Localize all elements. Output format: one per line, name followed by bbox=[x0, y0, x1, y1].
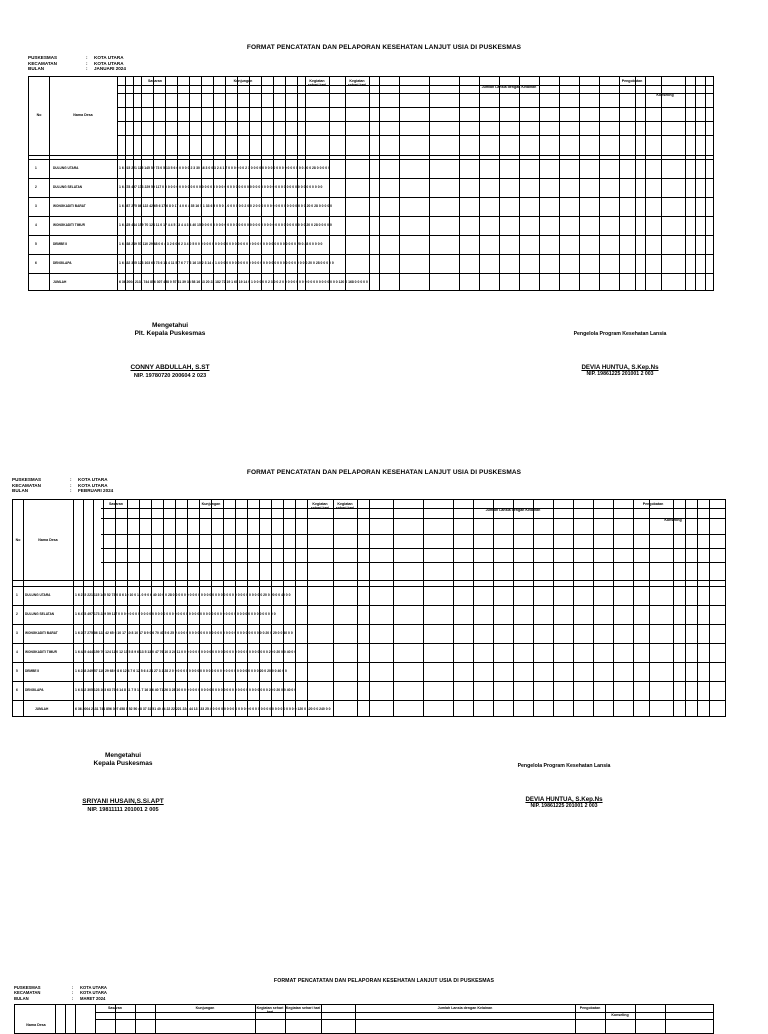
header-kegiatan-1: Kegiatan sehari hari bbox=[310, 502, 330, 511]
data-table bbox=[28, 76, 714, 291]
header-sasaran: Sasaran bbox=[148, 79, 162, 83]
row-number: 3 bbox=[35, 204, 37, 208]
row-total-values: 6 36 2004 2131 744 856 307 458 0 57 31 39 38 58 16 13 20 23 182 72 19 1 60 19 14 9 1 0 0 0 0 0 2 3 0 0 2 0 0 0 0 0 0 0 0 0 0 0 0 0 0 0 0 0 0 0 0 120 0 168 0 0 0 0 0 bbox=[119, 280, 368, 284]
row-values: 1 6 287 275 86 122 42 65 6 17 6 8 0 17 4 0 6 4 35 16 5 1 33 6 5 0 5 0 1 0 0 0 0 0 0 2 0 0 2 0 0 0 0 0 0 0 0 0 0 0 0 0 0 0 0 0 0 20 0 28 0 0 0 0 0 bbox=[119, 204, 333, 208]
header-jumlah-kelainan: Jumlah Lansia dengan Kelainan bbox=[481, 85, 537, 89]
report-meta: PUSKESMAS : KOTA UTARA KECAMATAN : KOTA UTARA BULAN : MARET 2024 bbox=[14, 985, 107, 1001]
nama-kiri: CONNY ABDULLAH, S.ST bbox=[130, 364, 210, 371]
nip-kiri: NIP. 19780720 200604 2 023 bbox=[133, 373, 207, 379]
header-kunjungan: Kunjungan bbox=[201, 502, 221, 506]
header-kegiatan-2: Kegiatan sehari hari bbox=[285, 1006, 321, 1010]
row-desa: DULUNG SELATAN bbox=[25, 612, 55, 616]
header-nama-desa: Nama Desa bbox=[73, 113, 93, 117]
report-title: FORMAT PENCATATAN DAN PELAPORAN KESEHATAN LANJUT USIA DI PUSKESMAS bbox=[246, 469, 522, 476]
nip-kiri: NIP. 19811111 201001 2 005 bbox=[87, 807, 159, 813]
row-desa: DENGILAPA bbox=[25, 688, 44, 692]
header-konseling: Konseling bbox=[656, 93, 674, 97]
row-number: 5 bbox=[35, 242, 37, 246]
signature-left bbox=[90, 322, 250, 380]
row-values: 1 6 332 305 123 103 63 73 6 14 8 11 7 5 11 7 16 3 6 40 71 26 3 28 10 0 0 0 0 0 0 0 0 0 0 0 0 0 0 0 0 0 0 0 0 0 0 0 0 0 0 0 0 0 0 0 20 0 20 0 0 40 0 0 bbox=[75, 688, 297, 692]
data-table bbox=[12, 499, 726, 717]
row-number: 2 bbox=[16, 612, 18, 616]
data-table bbox=[14, 1004, 714, 1034]
nip-kanan: NIP. 19861225 201001 2 003 bbox=[586, 371, 654, 377]
row-desa: DENGILAPA bbox=[53, 261, 72, 265]
row-number: 6 bbox=[16, 688, 18, 692]
jabatan-kanan: Pengelola Program Kesehatan Lansia bbox=[517, 763, 611, 769]
row-total-label: JUMLAH bbox=[53, 280, 67, 284]
header-pengobatan: Pengobatan bbox=[642, 502, 664, 506]
row-total-values: 6 36 2004 2131 744 856 307 458 0 52 50 48 37 31 51 40 44 22 22 221 224 44 13 133 25 4 0 0 0 0 0 0 0 0 0 0 0 0 0 0 0 0 0 0 0 0 0 0 0 0 0 0 0 0 0 0 120 0 120 0 0 240 0 0 bbox=[75, 707, 331, 711]
row-desa: WONGKADITI TIMUR bbox=[25, 650, 57, 654]
row-number: 4 bbox=[16, 650, 18, 654]
row-number: 1 bbox=[16, 593, 18, 597]
row-values: 1 6 238 249 57 110 29 68 0 8 6 12 4 7 6 12 5 6 4 24 27 3 1 28 2 0 0 0 0 0 0 0 0 0 0 0 0 0 0 0 0 0 0 0 0 0 0 0 0 0 0 0 0 0 0 0 20 0 20 0 0 40 0 0 bbox=[75, 669, 287, 673]
row-values: 1 6 478 497 173 229 59 117 0 0 0 0 0 0 0 0 0 0 0 0 0 0 0 0 0 0 0 0 0 0 0 0 0 0 0 0 0 0 0 0 0 0 0 0 0 0 0 0 0 0 0 0 0 0 0 0 0 0 0 0 0 0 0 0 0 bbox=[119, 185, 323, 189]
report-meta: PUSKESMAS : KOTA UTARA KECAMATAN : KOTA UTARA BULAN : JANUARI 2024 bbox=[28, 55, 126, 72]
header-nama-desa: Nama Desa bbox=[38, 538, 58, 542]
signature-left bbox=[48, 752, 198, 814]
header-kegiatan-1: Kegiatan sehari hari bbox=[256, 1006, 284, 1015]
header-kegiatan-2: Kegiatan sehari hari bbox=[347, 79, 367, 88]
header-kegiatan-2: Kegiatan sehari hari bbox=[335, 502, 355, 511]
row-desa: DULUNG UTARA bbox=[25, 593, 51, 597]
header-nama-desa: Nama Desa bbox=[26, 1023, 46, 1027]
jabatan-kanan: Pengelola Program Kesehatan Lansia bbox=[573, 331, 667, 337]
row-desa: WONGKADITI BARAT bbox=[25, 631, 58, 635]
row-values: 1 6 478 497 173 229 59 117 0 0 0 0 0 0 0 0 0 0 0 0 0 0 0 0 0 0 0 0 0 0 0 0 0 0 0 0 0 0 0 0 0 0 0 0 0 0 0 0 0 0 0 0 0 0 0 0 0 0 0 0 0 0 0 0 bbox=[75, 612, 276, 616]
row-values: 1 6 425 444 159 70 124 11 0 17 4 4 5 13 4 4 3 4 40 15 0 0 0 0 0 0 0 0 0 0 0 0 0 0 0 0 0 0 0 0 0 0 0 0 0 0 0 0 0 0 0 0 0 0 0 0 0 20 0 28 0 0 0 0 0 bbox=[119, 223, 332, 227]
jabatan-kiri: Kepala Puskesmas bbox=[93, 760, 153, 767]
row-number: 1 bbox=[35, 166, 37, 170]
nama-kiri: SRIYANI HUSAIN,S.Si.APT bbox=[82, 798, 164, 805]
header-pengobatan: Pengobatan bbox=[579, 1006, 601, 1010]
nama-kanan: DEVIA HUNTUA, S.Kep.Ns bbox=[581, 364, 659, 371]
nip-kanan: NIP. 19861225 201001 2 003 bbox=[530, 803, 598, 809]
mengetahui-label: Mengetahui bbox=[104, 752, 142, 759]
header-no: No bbox=[15, 538, 21, 542]
report-title: FORMAT PENCATATAN DAN PELAPORAN KESEHATAN LANJUT USIA DI PUSKESMAS bbox=[246, 44, 522, 51]
row-values: 1 6 425 444 159 70 124 11 0 12 13 5 8 9 6 13 5 13 0 47 76 10 3 24 11 0 0 0 0 0 0 0 0 0 0 0 0 0 0 0 0 0 0 0 0 0 0 0 0 0 0 0 0 0 0 0 20 0 20 0 0 40 0 0 bbox=[75, 650, 297, 654]
row-number: 2 bbox=[35, 185, 37, 189]
header-pengobatan: Pengobatan bbox=[621, 79, 643, 83]
report-title: FORMAT PENCATATAN DAN PELAPORAN KESEHATAN LANJUT USIA DI PUSKESMAS bbox=[273, 978, 495, 984]
row-desa: DEMBE II bbox=[53, 242, 68, 246]
row-number: 5 bbox=[16, 669, 18, 673]
row-desa: DULUNG SELATAN bbox=[53, 185, 83, 189]
header-sasaran: Sasaran bbox=[108, 1006, 122, 1010]
row-desa: WONGKADITI TIMUR bbox=[53, 223, 85, 227]
header-konseling: Konseling bbox=[611, 1013, 629, 1017]
jabatan-kiri: Plt. Kepala Puskesmas bbox=[134, 330, 206, 337]
row-values: 1 6 215 221 115 145 52 73 0 8 6 10 10 0 11 0 9 0 6 40 10 0 0 28 0 0 0 0 0 0 0 0 0 0 0 0 0 0 0 0 0 0 0 0 0 0 0 0 0 0 0 0 0 0 0 0 20 0 20 0 0 40 0 0 bbox=[75, 593, 291, 597]
row-values: 1 6 332 305 123 103 63 73 6 14 4 11 5 7 6 7 7 3 16 10 2 3 14 4 1 4 0 0 0 0 0 0 0 0 0 0 0 0 0 0 0 0 0 0 0 0 0 0 0 0 0 0 0 0 0 0 0 20 0 28 0 0 0 0 0 bbox=[119, 261, 334, 265]
row-desa: WONGKADITI BARAT bbox=[53, 204, 86, 208]
header-jumlah-kelainan: Jumlah Lansia dengan Kelainan bbox=[437, 1006, 493, 1010]
signature-right bbox=[540, 331, 700, 378]
signature-right bbox=[484, 763, 644, 810]
header-konseling: Konseling bbox=[664, 518, 682, 522]
header-sasaran: Sasaran bbox=[109, 502, 123, 506]
row-values: 1 6 215 221 115 145 52 73 0 5 13 5 6 6 0 0 0 0 2 3 30 16 3 0 0 3 2 4 1 7 0 0 0 0 0 0 2 3 0 0 0 0 0 0 0 0 0 0 0 0 0 0 0 0 0 0 0 20 0 28 0 0 0 0 0 bbox=[119, 166, 330, 170]
report-meta: PUSKESMAS : KOTA UTARA KECAMATAN : KOTA UTARA BULAN : FEBRUARI 2024 bbox=[12, 477, 114, 494]
mengetahui-label: Mengetahui bbox=[151, 322, 189, 329]
row-number: 6 bbox=[35, 261, 37, 265]
row-number: 3 bbox=[16, 631, 18, 635]
row-number: 4 bbox=[35, 223, 37, 227]
row-desa: DULUNG UTARA bbox=[53, 166, 79, 170]
header-kunjungan: Kunjungan bbox=[233, 79, 253, 83]
header-kegiatan-1: Kegiatan sehari hari bbox=[307, 79, 327, 88]
header-kunjungan: Kunjungan bbox=[195, 1006, 215, 1010]
nama-kanan: DEVIA HUNTUA, S.Kep.Ns bbox=[525, 796, 603, 803]
header-jumlah-kelainan: Jumlah Lansia dengan Kelainan bbox=[485, 508, 541, 512]
header-no: No bbox=[36, 113, 42, 117]
row-desa: DEMBE II bbox=[25, 669, 40, 673]
row-total-label: JUMLAH bbox=[35, 707, 49, 711]
row-values: 1 6 287 275 86 122 42 65 6 10 17 10 8 10 17 8 9 0 6 70 40 5 6 25 2 4 0 0 0 0 0 0 0 0 0 0 0 0 0 0 0 0 0 0 0 0 0 0 0 0 0 0 0 0 0 0 20 0 20 0 0 40 0 0 bbox=[75, 631, 293, 635]
row-values: 1 6 238 249 57 110 29 68 0 6 4 3 2 6 0 6 2 3 4 0 5 0 0 0 0 0 0 0 0 0 0 0 0 0 0 0 0 0 0 0 0 0 0 0 0 0 0 0 0 0 0 0 0 0 0 0 0 20 0 28 0 0 0 0 0 bbox=[119, 242, 323, 246]
